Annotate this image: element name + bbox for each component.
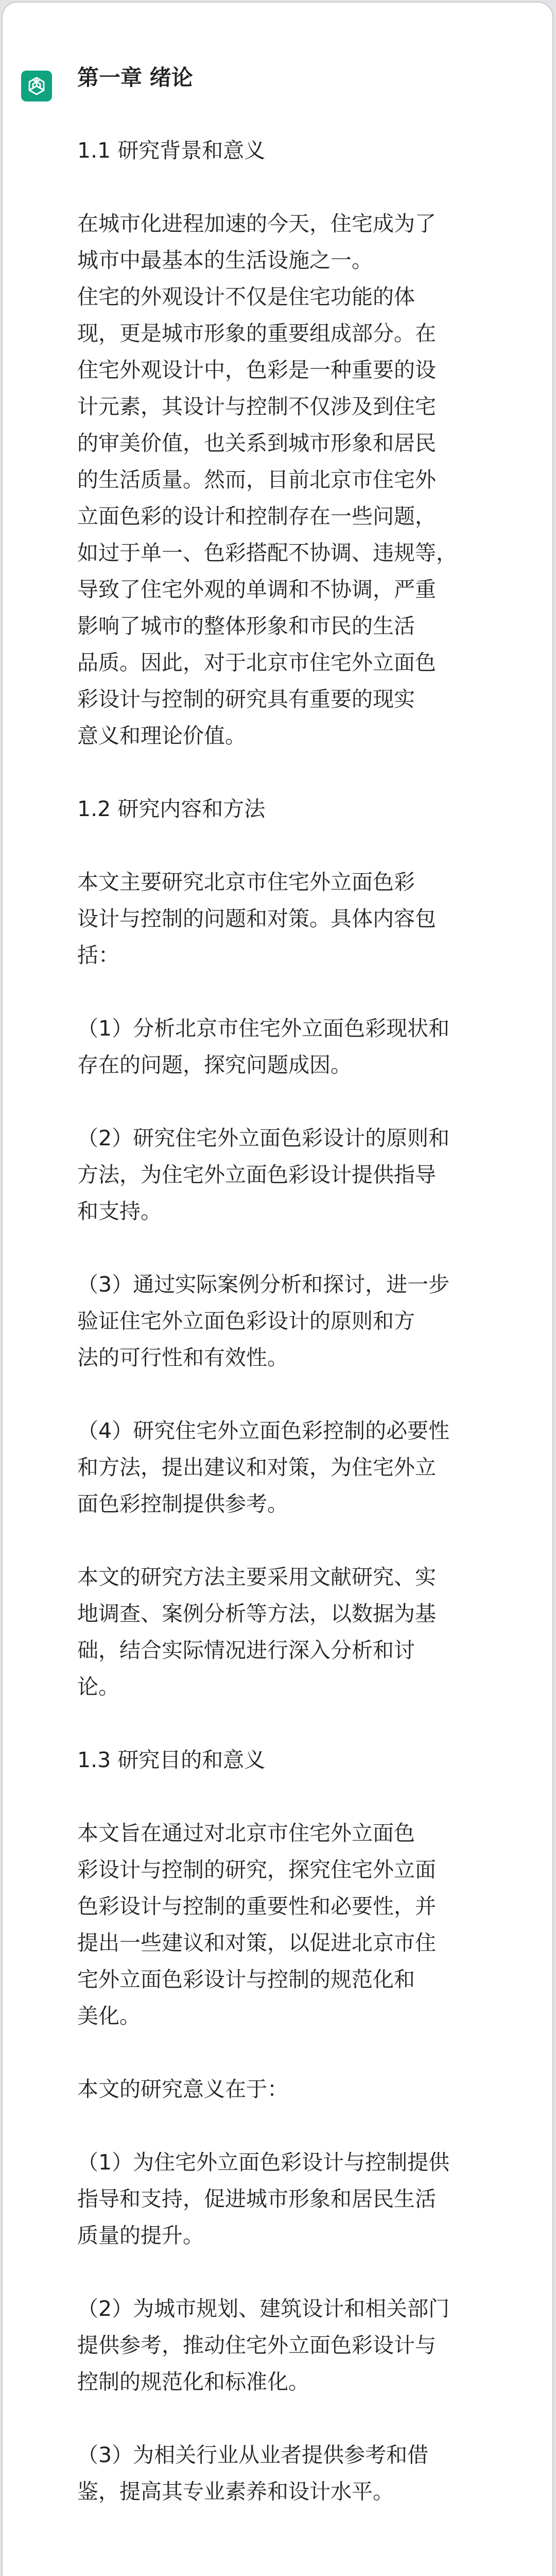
spacer [77,169,520,206]
section-heading [77,791,520,827]
spacer [77,1230,520,1266]
spacer [77,827,520,864]
paragraph-line: 本文主要研究北京市住宅外立面色彩 [77,870,415,894]
paragraph-line: 住宅的外观设计不仅是住宅功能的体 [77,284,415,309]
paragraph-line: 的审美价值，也关系到城市形象和居民 [77,431,436,455]
paragraph-line: 导致了住宅外观的单调和不协调，严重 [77,577,436,602]
spacer [77,2400,520,2437]
section-heading [77,1742,520,1778]
paragraph-line: （2）为城市规划、建筑设计和相关部门 [77,2296,450,2321]
openai-logo-icon [25,75,48,97]
paragraph-line: 立面色彩的设计和控制存在一些问题， [77,504,436,529]
spacer [77,1522,520,1559]
paragraph [77,864,520,974]
paragraph-line: 本文旨在通过对北京市住宅外立面色 [77,1821,415,1845]
paragraph-line: 城市中最基本的生活设施之一。 [77,248,373,273]
assistant-avatar [21,71,52,101]
paragraph-line: 宅外立面色彩设计与控制的规范化和 [77,1967,415,1992]
paragraph-line: （4）研究住宅外立面色彩控制的必要性 [77,1418,450,1443]
paragraph-line: 和方法，提出建议和对策，为住宅外立 [77,1455,436,1480]
paragraph-line: 鉴，提高其专业素养和设计水平。 [77,2479,394,2504]
section-heading-text: 1.3 研究目的和意义 [77,1748,266,1772]
paragraph-line: 影响了城市的整体形象和市民的生活 [77,614,415,638]
spacer [77,2035,520,2071]
paragraph-line: 面色彩控制提供参考。 [77,1492,288,1516]
paragraph-line: 本文的研究意义在于： [77,2077,288,2102]
paragraph [77,2071,520,2108]
section-heading-text: 1.1 研究背景和意义 [77,138,266,163]
paragraph-line: 质量的提升。 [77,2223,204,2248]
message-title: 第一章 绪论 [77,65,193,90]
paragraph-line: 住宅外观设计中，色彩是一种重要的设 [77,358,436,382]
paragraph [77,1266,520,1376]
paragraph-line: 的生活质量。然而，目前北京市住宅外 [77,467,436,492]
spacer [77,2108,520,2144]
paragraph-line: 色彩设计与控制的重要性和必要性，并 [77,1894,436,1919]
paragraph-line: （3）为相关行业从业者提供参考和借 [77,2443,429,2467]
paragraph-line: 计元素，其设计与控制不仅涉及到住宅 [77,394,436,419]
paragraph-line: 存在的问题，探究问题成因。 [77,1053,352,1077]
spacer [77,96,520,132]
paragraph-line: 控制的规范化和标准化。 [77,2369,309,2394]
paragraph [77,2291,520,2400]
paragraph [77,1010,520,1083]
paragraph-line: 彩设计与控制的研究具有重要的现实 [77,687,415,711]
paragraph-line: 现，更是城市形象的重要组成部分。在 [77,321,436,346]
paragraph [77,2144,520,2254]
paragraph-line: 意义和理论价值。 [77,723,246,748]
paragraph-line: 地调查、案例分析等方法，以数据为基 [77,1601,436,1626]
section-heading [77,132,520,169]
spacer [77,1083,520,1120]
message-content [77,59,520,2510]
paragraph-line: 和支持。 [77,1199,162,1224]
paragraph-line: 品质。因此，对于北京市住宅外立面色 [77,650,436,675]
paragraph-line: 如过于单一、色彩搭配不协调、违规等， [77,540,457,565]
paragraph-line: 方法，为住宅外立面色彩设计提供指导 [77,1162,436,1187]
paragraph-line: 法的可行性和有效性。 [77,1345,288,1370]
paragraph-line: 指导和支持，促进城市形象和居民生活 [77,2187,436,2211]
paragraph-line: 验证住宅外立面色彩设计的原则和方 [77,1309,415,1333]
paragraph [77,206,520,754]
paragraph-line: 论。 [77,1674,119,1699]
paragraph-line: 在城市化进程加速的今天，住宅成为了 [77,211,436,236]
paragraph [77,1120,520,1230]
paragraph-line: （2）研究住宅外立面色彩设计的原则和 [77,1126,450,1150]
spacer [77,1778,520,1815]
paragraph-line: 提供参考，推动住宅外立面色彩设计与 [77,2333,436,2358]
paragraph-line: 彩设计与控制的研究，探究住宅外立面 [77,1857,436,1882]
paragraph [77,1815,520,2035]
spacer [77,754,520,791]
paragraph-line: （3）通过实际案例分析和探讨，进一步 [77,1272,450,1297]
spacer [77,1376,520,1413]
spacer [77,2254,520,2291]
paragraph-line: 本文的研究方法主要采用文献研究、实 [77,1565,436,1589]
paragraph-line: （1）为住宅外立面色彩设计与控制提供 [77,2150,450,2175]
paragraph-line: 括： [77,943,119,968]
paragraph-line: （1）分析北京市住宅外立面色彩现状和 [77,1016,450,1041]
section-heading-text: 1.2 研究内容和方法 [77,796,266,821]
paragraph-line: 美化。 [77,2004,141,2028]
spacer [77,1705,520,1742]
paragraph-line: 础，结合实际情况进行深入分析和讨 [77,1638,415,1663]
paragraph [77,1413,520,1522]
chat-message-card [2,2,553,2576]
paragraph-line: 提出一些建议和对策，以促进北京市住 [77,1930,436,1955]
paragraph [77,1559,520,1705]
paragraph [77,2437,520,2510]
spacer [77,974,520,1010]
paragraph-line: 设计与控制的问题和对策。具体内容包 [77,906,436,931]
